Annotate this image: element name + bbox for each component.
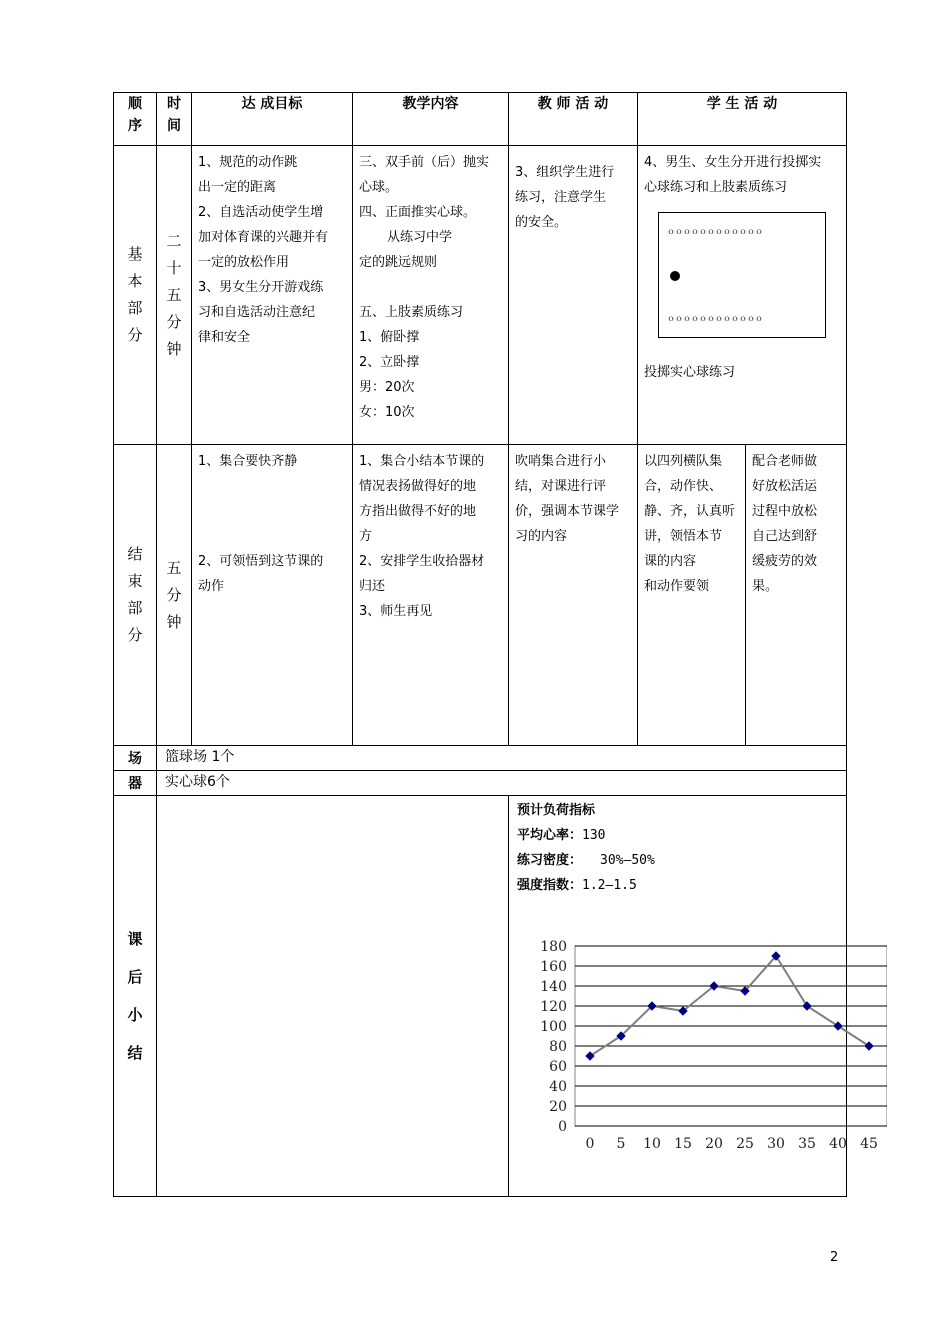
header-content: 教学内容	[353, 93, 509, 146]
load-intensity: 强度指数：1.2—1.5	[517, 878, 637, 893]
basic-teacher-cell	[509, 146, 638, 445]
basic-section-time: 二十五分钟	[157, 146, 192, 445]
end-relax-line: 好放松活运	[752, 479, 818, 494]
end-student-line: 讲，领悟本节	[644, 529, 723, 544]
end-content-line: 情况表扬做得好的地	[359, 479, 477, 494]
throwing-diagram	[658, 212, 826, 338]
basic-section-row	[114, 146, 847, 445]
y-tick-label: 180	[540, 939, 567, 955]
site-label: 场	[114, 746, 157, 771]
end-relax-line: 配合老师做	[752, 454, 818, 469]
end-student-line: 课的内容	[644, 554, 697, 569]
diagram-caption: 投掷实心球练习	[644, 365, 736, 380]
header-goal: 达 成目标	[192, 93, 353, 146]
end-goal-line: 动作	[198, 579, 225, 594]
site-value: 篮球场 1个	[157, 746, 847, 771]
header-row	[114, 93, 847, 146]
site-row	[114, 746, 847, 771]
diagram-top-row: ｏｏｏｏｏｏｏｏｏｏｏｏ	[667, 227, 763, 236]
basic-content-line: 2、立卧撑	[359, 355, 420, 370]
x-tick-label: 20	[705, 1136, 723, 1152]
end-content-line: 归还	[359, 579, 386, 594]
y-tick-label: 120	[540, 999, 567, 1015]
load-density: 练习密度： 30%—50%	[517, 853, 655, 868]
basic-content-line: 从练习中学	[387, 230, 453, 245]
end-teacher-line: 吹哨集合进行小	[515, 454, 607, 469]
summary-label: 课后小结	[114, 796, 157, 1197]
equipment-value: 实心球6个	[157, 771, 847, 796]
y-tick-label: 140	[540, 979, 567, 995]
load-indicators	[509, 796, 846, 900]
basic-content-line: 定的跳远规则	[359, 255, 438, 270]
ball-icon	[670, 271, 680, 281]
header-student: 学 生 活 动	[638, 93, 847, 146]
x-tick-label: 35	[798, 1136, 816, 1152]
basic-goal-line: 律和安全	[198, 330, 251, 345]
y-tick-label: 40	[549, 1079, 567, 1095]
basic-teacher-line: 3、组织学生进行	[515, 165, 615, 180]
heart-rate-chart	[515, 936, 887, 1176]
basic-goal-line: 出一定的距离	[198, 180, 277, 195]
basic-goal-line: 1、规范的动作跳	[198, 155, 298, 170]
end-section-row	[114, 445, 847, 746]
basic-student-cell	[638, 146, 847, 445]
header-order: 顺序	[114, 93, 157, 146]
end-student-line: 静、齐，认真听	[644, 504, 736, 519]
end-relax-line: 自己达到舒	[752, 529, 818, 544]
basic-content-line: 女：10次	[359, 405, 415, 420]
equipment-label: 器	[114, 771, 157, 796]
y-tick-label: 60	[549, 1059, 567, 1075]
basic-goal-line: 2、自选活动使学生增	[198, 205, 324, 220]
end-content-line: 3、师生再见	[359, 604, 433, 619]
equipment-row	[114, 771, 847, 796]
end-relax-cell	[746, 445, 847, 746]
basic-content-line: 三、双手前（后）抛实	[359, 155, 490, 170]
x-tick-label: 0	[585, 1136, 595, 1152]
end-student-line: 以四列横队集	[644, 454, 723, 469]
summary-notes-cell	[157, 796, 509, 1197]
diagram-bottom-row: ｏｏｏｏｏｏｏｏｏｏｏｏ	[667, 314, 763, 323]
load-title: 预计负荷指标	[517, 803, 596, 818]
end-section-time: 五分钟	[157, 445, 192, 746]
basic-student-line: 4、男生、女生分开进行投掷实	[644, 155, 822, 170]
basic-goal-line: 习和自选活动注意纪	[198, 305, 316, 320]
header-time: 时间	[157, 93, 192, 146]
basic-content-line	[359, 275, 502, 300]
x-tick-label: 10	[643, 1136, 661, 1152]
basic-teacher-line: 的安全。	[515, 215, 568, 230]
summary-row	[114, 796, 847, 1197]
end-content-line: 方	[359, 529, 373, 544]
basic-content-line: 男：20次	[359, 380, 415, 395]
y-tick-label: 0	[558, 1119, 567, 1135]
x-tick-label: 15	[674, 1136, 692, 1152]
y-tick-label: 20	[549, 1099, 567, 1115]
end-student-line: 合，动作快、	[644, 479, 723, 494]
basic-content-line: 四、正面推实心球。	[359, 205, 477, 220]
end-relax-line: 果。	[752, 579, 779, 594]
x-tick-label: 30	[767, 1136, 785, 1152]
y-tick-label: 160	[540, 959, 567, 975]
header-teacher: 教 师 活 动	[509, 93, 638, 146]
basic-content-line: 1、俯卧撑	[359, 330, 420, 345]
y-tick-label: 80	[549, 1039, 567, 1055]
end-relax-line: 缓疲劳的效	[752, 554, 818, 569]
end-teacher-cell	[509, 445, 638, 746]
end-goal-line: 2、可领悟到这节课的	[198, 554, 324, 569]
basic-student-line: 心球练习和上肢素质练习	[644, 180, 788, 195]
load-cell	[509, 796, 878, 1197]
spacer	[198, 474, 346, 549]
y-tick-label: 100	[540, 1019, 567, 1035]
end-teacher-line: 价，强调本节课学	[515, 504, 620, 519]
x-tick-label: 25	[736, 1136, 754, 1152]
end-section-label: 结束部分	[114, 445, 157, 746]
end-content-line: 方指出做得不好的地	[359, 504, 477, 519]
basic-goal-cell	[192, 146, 353, 445]
end-teacher-line: 习的内容	[515, 529, 568, 544]
page-number: 2	[830, 1250, 839, 1265]
basic-goal-line: 3、男女生分开游戏练	[198, 280, 324, 295]
end-content-line: 2、安排学生收拾器材	[359, 554, 485, 569]
end-content-cell	[353, 445, 509, 746]
end-goal-line: 1、集合要快齐静	[198, 454, 298, 469]
end-relax-line: 过程中放松	[752, 504, 818, 519]
basic-teacher-line: 练习，注意学生	[515, 190, 607, 205]
lesson-plan-table	[113, 92, 878, 1197]
basic-goal-line: 加对体育课的兴趣并有	[198, 230, 329, 245]
x-tick-label: 40	[829, 1136, 847, 1152]
basic-section-label: 基本部分	[114, 146, 157, 445]
end-student-line: 和动作要领	[644, 579, 710, 594]
basic-content-line: 五、上肢素质练习	[359, 305, 464, 320]
load-heart-rate: 平均心率：130	[517, 828, 606, 843]
x-tick-label: 5	[616, 1136, 626, 1152]
end-content-line: 1、集合小结本节课的	[359, 454, 485, 469]
basic-goal-line: 一定的放松作用	[198, 255, 290, 270]
basic-content-line: 心球。	[359, 180, 399, 195]
end-teacher-line: 结，对课进行评	[515, 479, 607, 494]
x-tick-label: 45	[860, 1136, 878, 1152]
basic-content-cell	[353, 146, 509, 445]
end-student-cell	[638, 445, 746, 746]
end-goal-cell	[192, 445, 353, 746]
